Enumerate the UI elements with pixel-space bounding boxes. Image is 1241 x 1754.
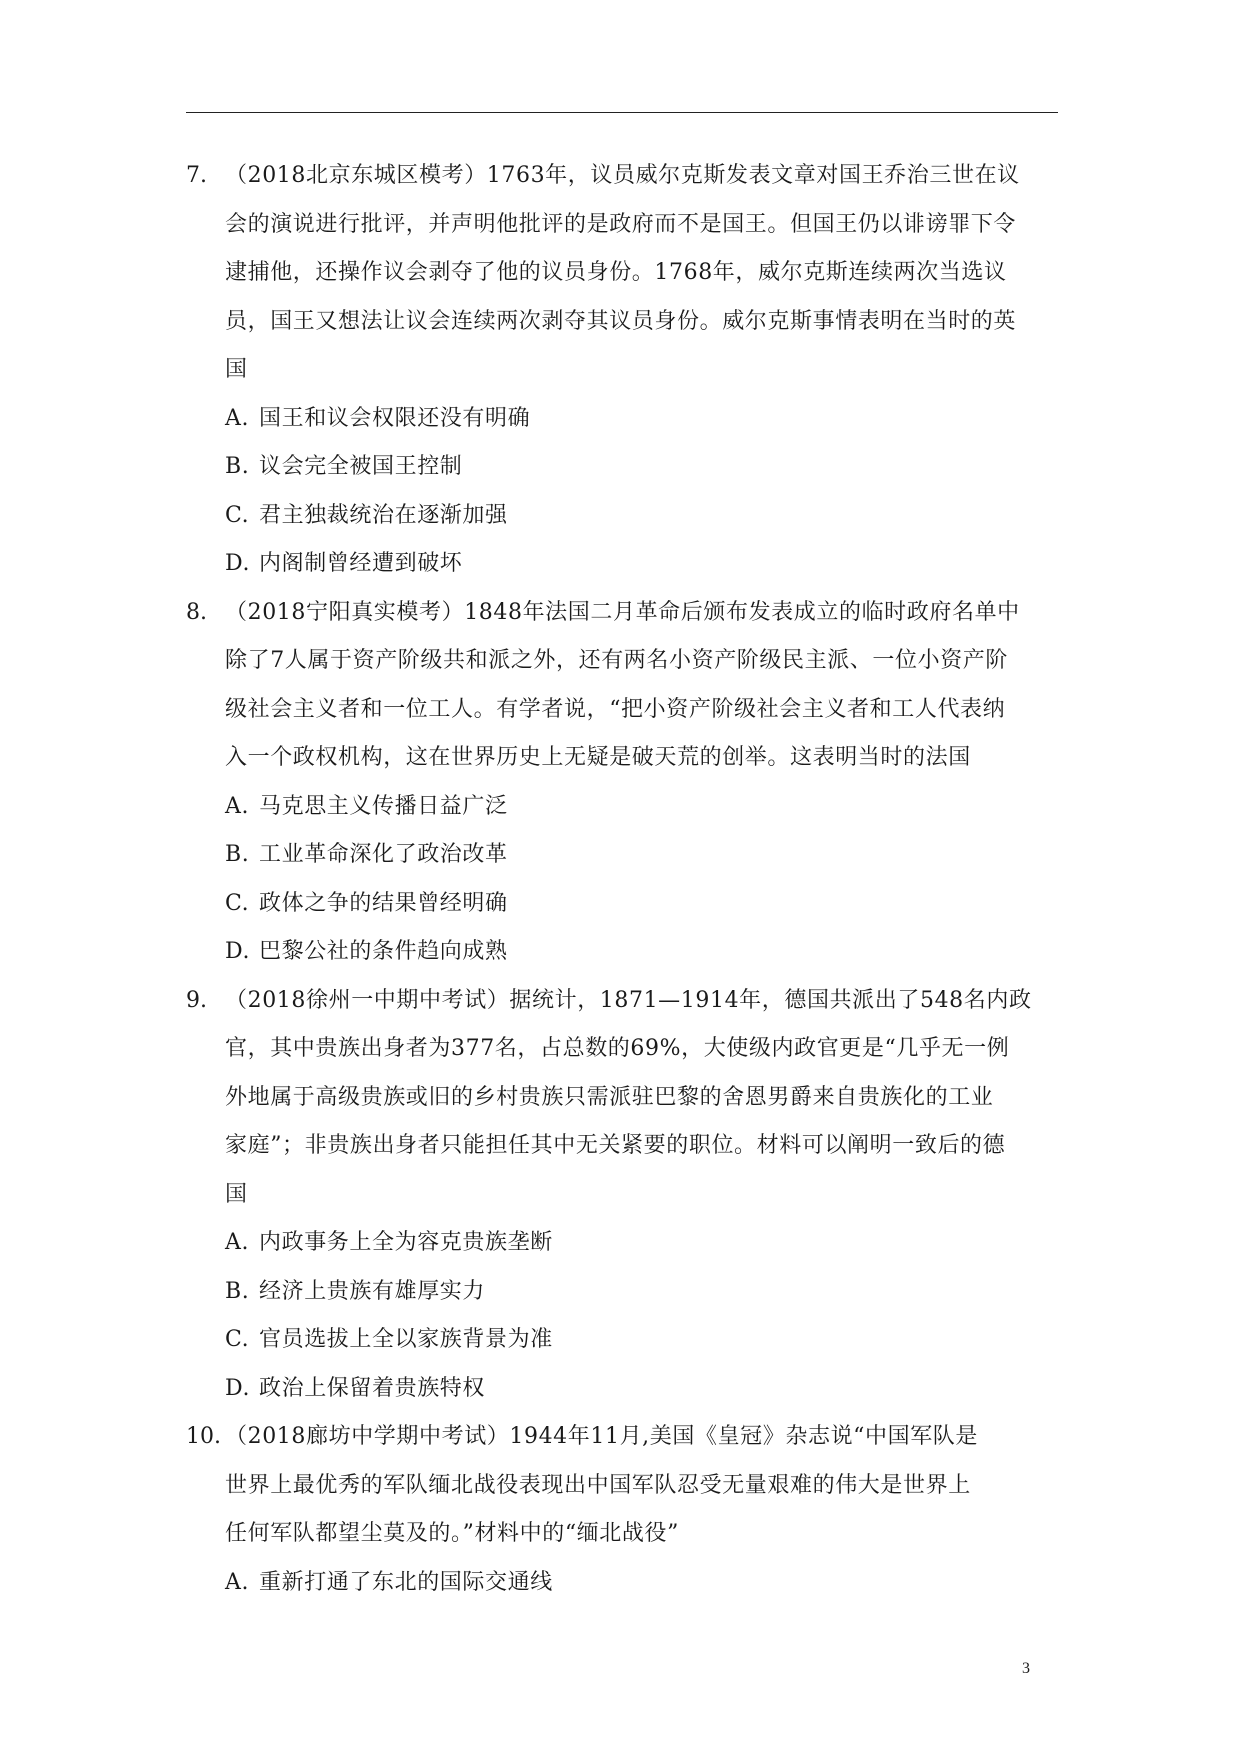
option-text: 经济上贵族有雄厚实力 (259, 1278, 486, 1304)
option-b[interactable] (225, 831, 1106, 880)
option-letter: D. (225, 939, 251, 964)
stem-line: （2018廊坊中学期中考试）1944年11月,美国《皇冠》杂志说“中国军队是 (225, 1424, 979, 1449)
option-text: 政治上保留着贵族特权 (259, 1375, 486, 1401)
question-stem (225, 589, 1106, 783)
option-letter: B. (225, 842, 250, 867)
question-8 (186, 589, 1106, 977)
option-letter: A. (225, 793, 250, 819)
option-text: 君主独裁统治在逐渐加强 (259, 502, 508, 528)
question-9 (186, 977, 1106, 1414)
option-text: 国王和议会权限还没有明确 (259, 405, 531, 431)
option-c[interactable] (225, 1316, 1106, 1365)
question-7 (186, 152, 1106, 589)
question-number: 7. (186, 163, 207, 188)
option-letter: D. (225, 1375, 251, 1401)
question-stem (225, 1413, 1106, 1559)
stem-line: 逮捕他，还操作议会剥夺了他的议员身份。1768年，威尔克斯连续两次当选议 (225, 260, 1007, 285)
option-d[interactable] (225, 1365, 1106, 1414)
option-letter: C. (225, 890, 250, 916)
stem-line: （2018宁阳真实模考）1848年法国二月革命后颁布发表成立的临时政府名单中 (225, 599, 1020, 625)
option-list (225, 1559, 1106, 1608)
option-letter: C. (225, 1327, 250, 1352)
option-b[interactable] (225, 443, 1106, 492)
stem-line: 员，国王又想法让议会连续两次剥夺其议员身份。威尔克斯事情表明在当时的英 (225, 308, 1017, 334)
option-letter: B. (225, 1278, 250, 1304)
option-text: 马克思主义传播日益广泛 (259, 793, 508, 819)
option-letter: A. (225, 1569, 250, 1595)
stem-line: 国 (225, 357, 248, 382)
option-a[interactable] (225, 395, 1106, 444)
option-text: 官员选拔上全以家族背景为准 (259, 1327, 553, 1352)
question-10 (186, 1413, 1106, 1607)
question-number: 9. (186, 987, 207, 1013)
option-text: 议会完全被国王控制 (259, 454, 463, 479)
option-c[interactable] (225, 492, 1106, 541)
option-text: 内政事务上全为容克贵族垄断 (259, 1230, 553, 1255)
option-text: 巴黎公社的条件趋向成熟 (259, 939, 508, 964)
stem-line: 官，其中贵族出身者为377名，占总数的69%，大使级内政官更是“几乎无一例 (225, 1036, 1010, 1061)
option-a[interactable] (225, 783, 1106, 832)
question-list (186, 152, 1106, 1607)
stem-line: 外地属于高级贵族或旧的乡村贵族只需派驻巴黎的舍恩男爵来自贵族化的工业 (225, 1084, 994, 1110)
stem-line: 家庭”；非贵族出身者只能担任其中无关紧要的职位。材料可以阐明一致后的德 (225, 1133, 1006, 1158)
option-b[interactable] (225, 1268, 1106, 1317)
question-number: 10. (186, 1424, 221, 1449)
stem-line: 入一个政权机构，这在世界历史上无疑是破天荒的创举。这表明当时的法国 (225, 745, 971, 770)
option-letter: C. (225, 502, 250, 528)
stem-line: 级社会主义者和一位工人。有学者说，“把小资产阶级社会主义者和工人代表纳 (225, 696, 1006, 722)
page-number: 3 (1022, 1660, 1030, 1677)
option-c[interactable] (225, 880, 1106, 929)
stem-line: 除了7人属于资产阶级共和派之外，还有两名小资产阶级民主派、一位小资产阶 (225, 648, 1008, 673)
question-stem (225, 152, 1106, 395)
stem-line: 会的演说进行批评，并声明他批评的是政府而不是国王。但国王仍以诽谤罪下令 (225, 211, 1017, 237)
option-letter: A. (225, 405, 250, 431)
stem-line: 世界上最优秀的军队缅北战役表现出中国军队忍受无量艰难的伟大是世界上 (225, 1472, 971, 1498)
option-list (225, 1219, 1106, 1413)
stem-line: 任何军队都望尘莫及的。”材料中的“缅北战役” (225, 1521, 679, 1546)
option-letter: D. (225, 551, 251, 576)
question-number: 8. (186, 599, 207, 625)
option-text: 重新打通了东北的国际交通线 (259, 1569, 553, 1595)
header-rule (186, 112, 1058, 113)
question-stem (225, 977, 1106, 1220)
option-a[interactable] (225, 1219, 1106, 1268)
option-list (225, 783, 1106, 977)
stem-line: （2018北京东城区模考）1763年，议员威尔克斯发表文章对国王乔治三世在议 (225, 163, 1020, 188)
stem-line: （2018徐州一中期中考试）据统计，1871—1914年，德国共派出了548名内政 (225, 987, 1032, 1013)
option-d[interactable] (225, 540, 1106, 589)
option-text: 内阁制曾经遭到破坏 (259, 551, 463, 576)
option-letter: A. (225, 1230, 250, 1255)
option-d[interactable] (225, 928, 1106, 977)
option-a[interactable] (225, 1559, 1106, 1608)
stem-line: 国 (225, 1181, 248, 1207)
option-letter: B. (225, 454, 250, 479)
option-list (225, 395, 1106, 589)
option-text: 政体之争的结果曾经明确 (259, 890, 508, 916)
option-text: 工业革命深化了政治改革 (259, 842, 508, 867)
